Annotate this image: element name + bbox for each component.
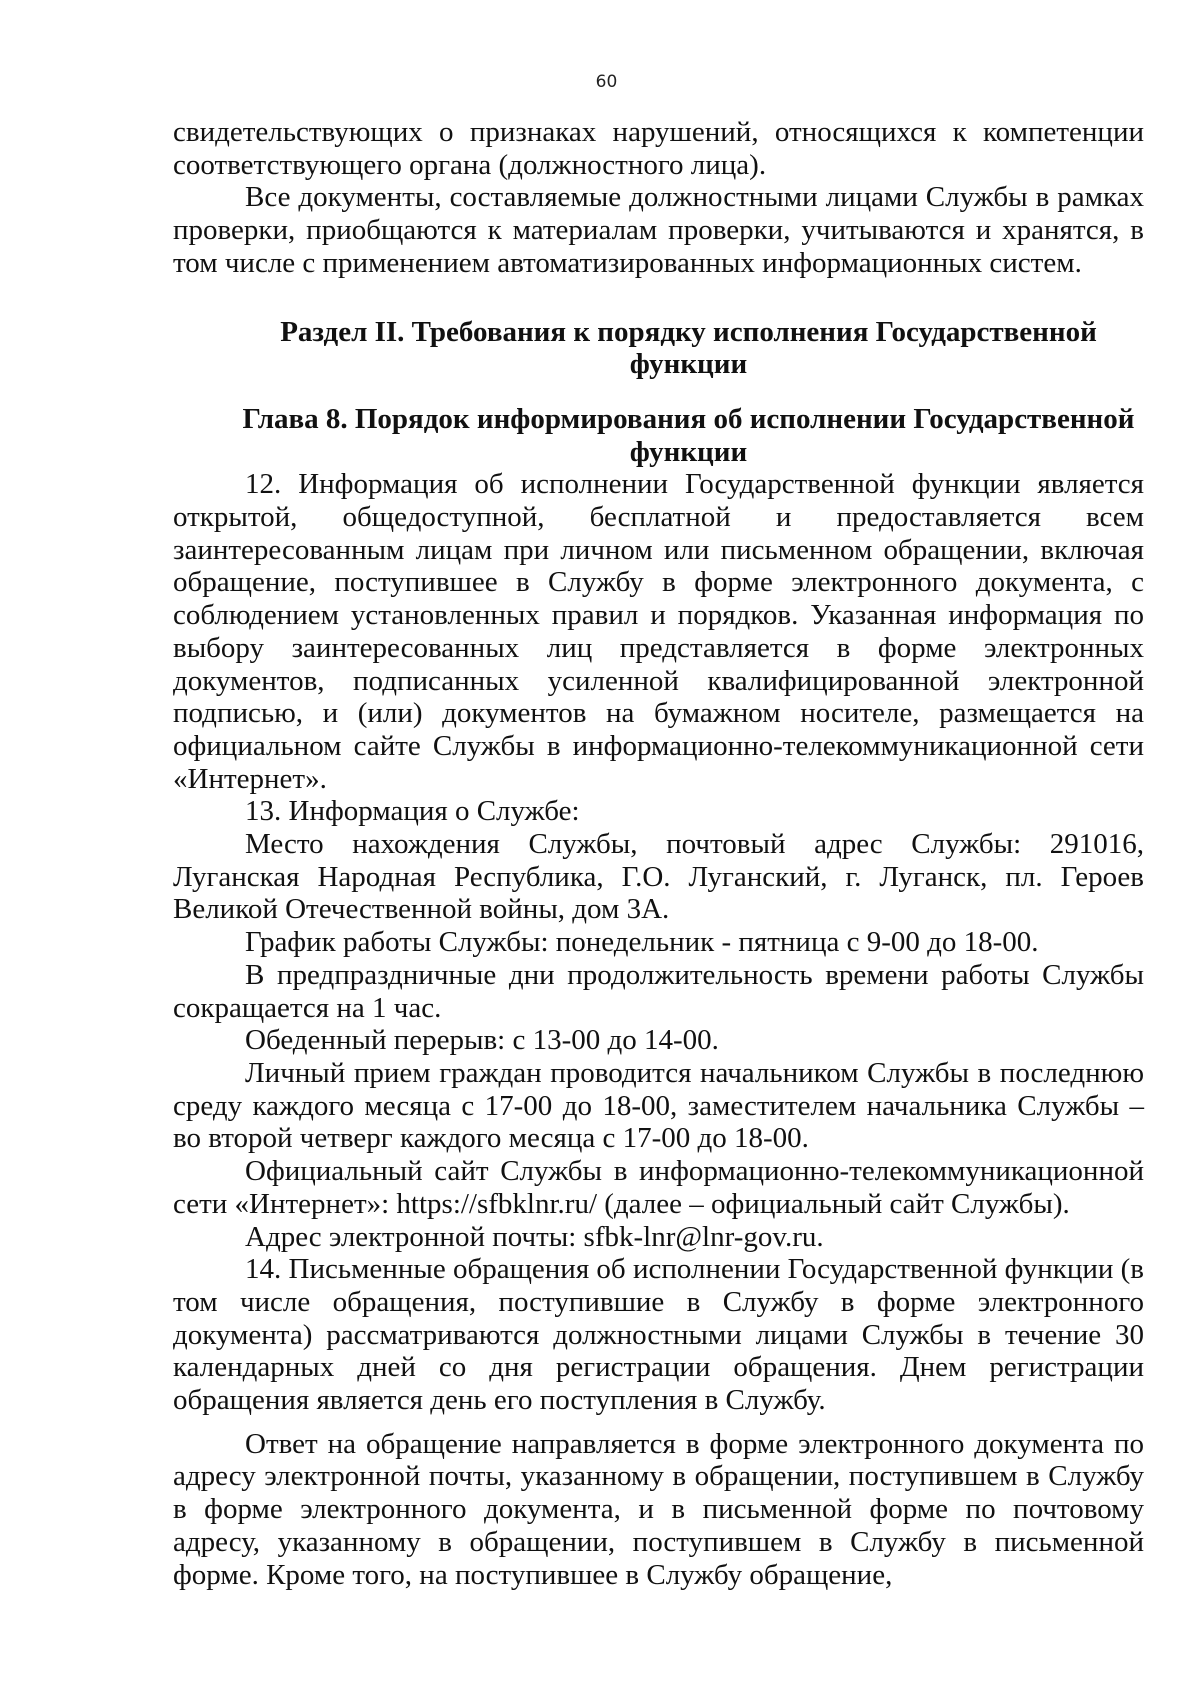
document-body [173,116,1144,1591]
paragraph-preholiday: В предпраздничные дни продолжительность времени работы Службы сокращается на 1 час. [173,958,1144,1024]
paragraph-schedule: График работы Службы: понедельник - пятница с 9-00 до 18-00. [245,926,1039,959]
paragraph-continuation: свидетельствующих о признаках нарушений, относящихся к компетенции соответствующего органа (должностного лица). [173,116,1144,181]
paragraph-12: 12. Информация об исполнении Государственной функции является открытой, общедоступной, бесплатной и предоставляется всем заинтересованным лицам при личном или письменном обращении, включая обращение, поступившее в Службу в форме электронного документа, с соблюдением установленных правил и порядков. Указанная информация по выбору заинтересованных лиц представляется в форме электронных документов, подписанных усиленной квалифицированной электронной подписью, и (или) документов на бумажном носителе, размещается на официальном сайте Службы в информационно-телекоммуникационной сети «Интернет». [173,468,1144,795]
paragraph-lunch-break: Обеденный перерыв: с 13-00 до 14-00. [245,1024,719,1057]
paragraph-13: 13. Информация о Службе: [245,795,580,828]
paragraph-email: Адрес электронной почты: sfbk-lnr@lnr-gov.ru. [245,1220,824,1253]
section-heading: Раздел II. Требования к порядку исполнения Государственной функции [280,315,1097,381]
chapter-heading: Глава 8. Порядок информирования об исполнении Государственной функции [242,402,1135,468]
paragraph-14: 14. Письменные обращения об исполнении Государственной функции (в том числе обращения, поступившие в Службу в форме электронного документа) рассматриваются должностными лицами Службы в течение 30 календарных дней со дня регистрации обращения. Днем регистрации обращения является день его поступления в Службу. [173,1253,1144,1417]
page-number: 60 [595,72,618,92]
paragraph-reception: Личный прием граждан проводится начальником Службы в последнюю среду каждого месяца с 17-00 до 18-00, заместителем начальника Службы – во второй четверг каждого месяца с 17-00 до 18-00. [173,1056,1144,1155]
paragraph-website: Официальный сайт Службы в информационно-телекоммуникационной сети «Интернет»: https://sfbklnr.ru/ (далее – официальный сайт Службы). [173,1155,1144,1220]
paragraph-documents-attached: Все документы, составляемые должностными лицами Службы в рамках проверки, приобщаются к материалам проверки, учитываются и хранятся, в том числе с применением автоматизированных информационных систем. [173,181,1144,279]
paragraph-location: Место нахождения Службы, почтовый адрес Службы: 291016, Луганская Народная Республика, Г.О. Луганский, г. Луганск, пл. Героев Великой Отечественной войны, дом 3А. [173,828,1144,926]
paragraph-response: Ответ на обращение направляется в форме электронного документа по адресу электронной почты, указанному в обращении, поступившем в Службу в форме электронного документа, и в письменной форме по почтовому адресу, указанному в обращении, поступившем в Службу в письменной форме. Кроме того, на поступившее в Службу обращение, [173,1427,1144,1591]
